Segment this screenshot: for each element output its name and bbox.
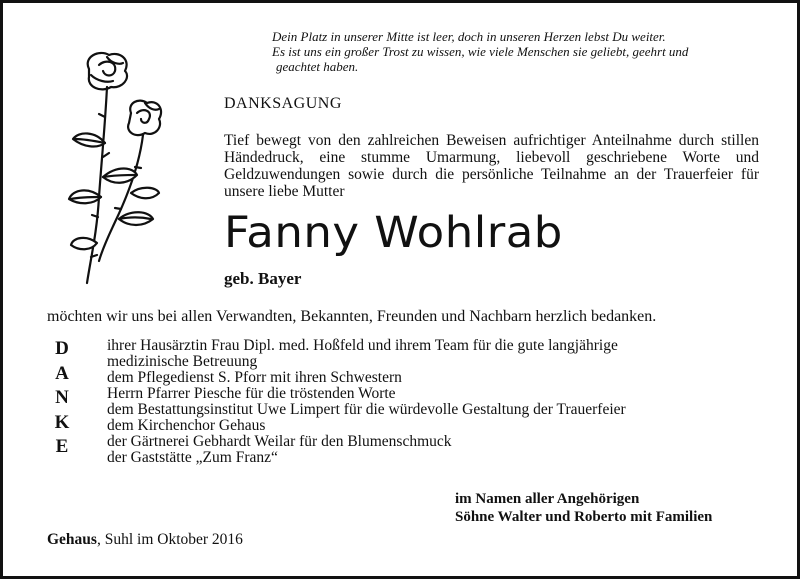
quote-line-3: geachtet haben. <box>276 59 359 74</box>
signature-line-1: im Namen aller Angehörigen <box>455 491 640 507</box>
list-item: Herrn Pfarrer Piesche für die tröstenden Worte <box>107 385 396 402</box>
quote-line-1: Dein Platz in unserer Mitte ist leer, doch in unseren Herzen lebst Du weiter. <box>272 29 666 44</box>
list-item: medizinische Betreuung <box>107 353 258 370</box>
intro-paragraph: Tief bewegt von den zahlreichen Beweisen aufrichtiger Anteilnahme durch stillen Händedruck, eine stumme Umarmung, liebevoll geschriebene Worte und Geldzuwendungen sowie durch die persönliche Teilnahme an der Trauerfeier für unsere liebe Mutter <box>224 132 759 200</box>
danke-letter-k: K <box>54 411 70 433</box>
list-item: dem Kirchenchor Gehaus <box>107 417 266 434</box>
thanks-sentence: möchten wir uns bei allen Verwandten, Bekannten, Freunden und Nachbarn herzlich bedanken. <box>47 308 657 325</box>
thanks-list <box>107 338 626 466</box>
place-date-rest: , Suhl im Oktober 2016 <box>96 531 243 548</box>
heading-danksagung: DANKSAGUNG <box>224 95 342 112</box>
place-town: Gehaus <box>47 531 97 548</box>
list-item: der Gärtnerei Gebhardt Weilar für den Blumenschmuck <box>107 433 452 450</box>
danke-letter-e: E <box>55 436 69 457</box>
danke-acrostic <box>51 337 73 460</box>
maiden-name: geb. Bayer <box>224 269 302 288</box>
list-item: der Gaststätte „Zum Franz“ <box>107 449 278 466</box>
deceased-name: Fanny Wohlrab <box>224 207 563 258</box>
danke-letter-n: N <box>55 387 69 408</box>
memorial-quote <box>268 29 778 74</box>
rose-illustration <box>61 47 186 287</box>
quote-line-2: Es ist uns ein großer Trost zu wissen, wie viele Menschen sie geliebt, geehrt und <box>272 44 689 59</box>
signature-line-2: Söhne Walter und Roberto mit Familien <box>455 509 713 525</box>
list-item: ihrer Hausärztin Frau Dipl. med. Hoßfeld und ihrem Team für die gute langjährige <box>107 337 618 354</box>
danke-letter-d: D <box>55 338 69 359</box>
list-item: dem Bestattungsinstitut Uwe Limpert für die würdevolle Gestaltung der Trauerfeier <box>107 401 626 418</box>
danke-letter-a: A <box>55 362 69 384</box>
list-item: dem Pflegedienst S. Pforr mit ihren Schwestern <box>107 369 402 386</box>
signature-block <box>455 490 712 526</box>
place-date <box>47 531 243 549</box>
